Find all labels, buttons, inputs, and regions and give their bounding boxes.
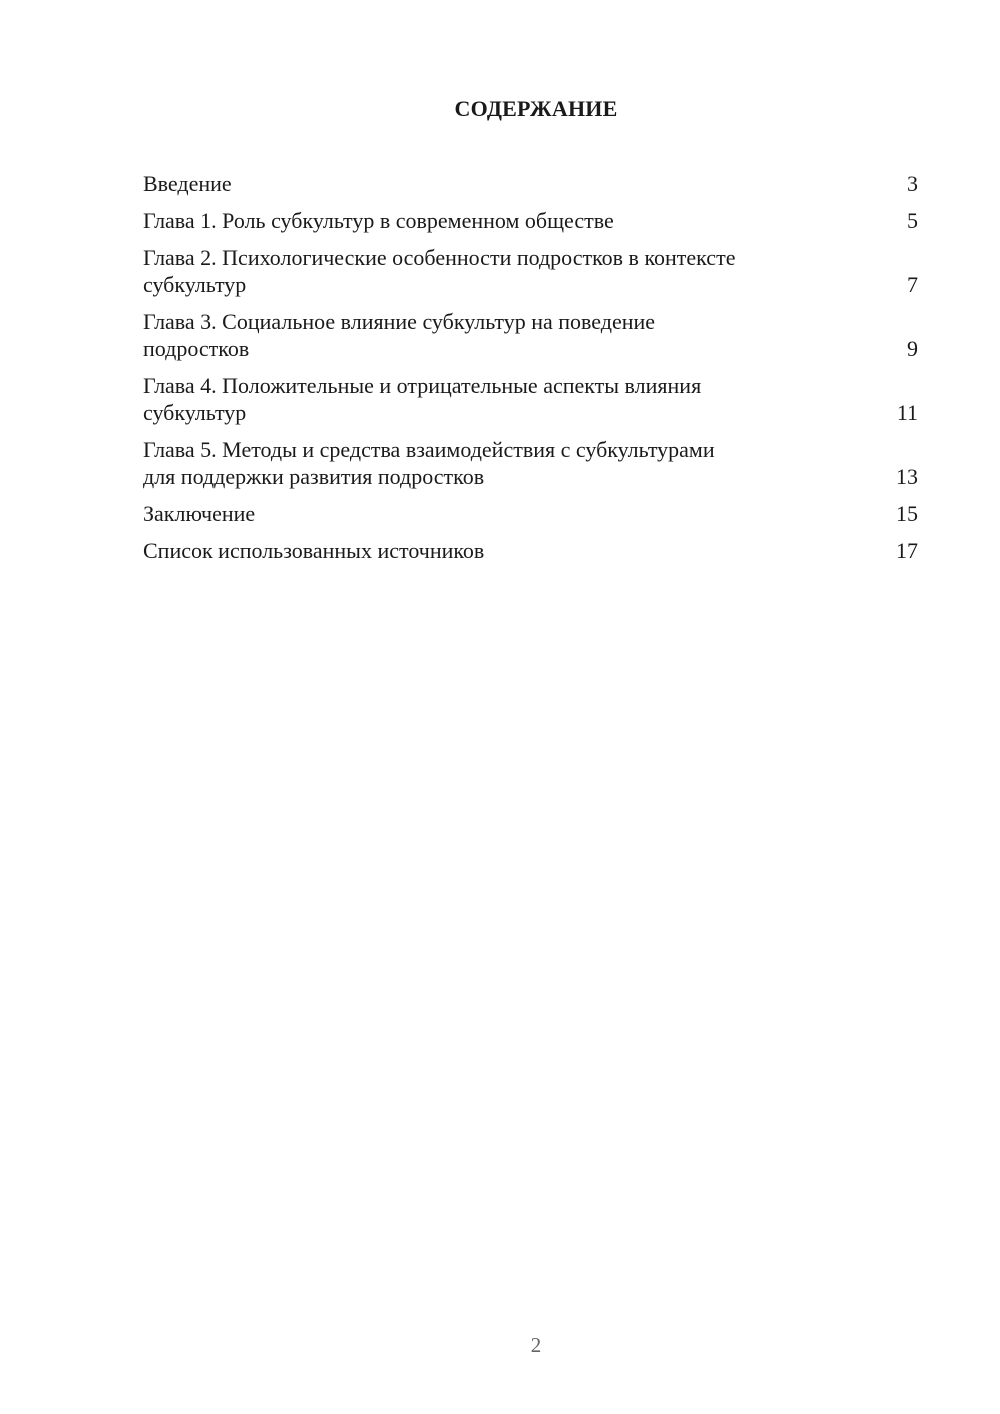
toc-entry <box>143 537 918 564</box>
toc-entry-page: 3 <box>907 171 918 196</box>
toc-entry <box>143 436 918 490</box>
toc-entry-label: Глава 3. Социальное влияние субкультур на поведение подростков <box>143 309 656 361</box>
toc-title: СОДЕРЖАНИЕ <box>454 96 618 121</box>
toc-entry-page: 15 <box>896 501 918 526</box>
page-number: 2 <box>530 1333 542 1357</box>
toc-entry <box>143 308 918 362</box>
toc-entry <box>143 207 918 234</box>
toc-entry-page: 9 <box>907 336 918 361</box>
toc-entry-label: Заключение <box>143 501 256 526</box>
toc-entry-label: Список использованных источников <box>143 538 485 563</box>
toc-entry-label: Глава 5. Методы и средства взаимодействия с субкультурами для поддержки развития подростков <box>143 437 715 489</box>
toc-entry <box>143 170 918 197</box>
toc-entry-label: Глава 4. Положительные и отрицательные аспекты влияния субкультур <box>143 373 702 425</box>
toc-entry-page: 13 <box>896 464 918 489</box>
toc-entry-page: 17 <box>896 538 918 563</box>
toc-entry-page: 7 <box>907 272 918 297</box>
toc-entry-page: 5 <box>907 208 918 233</box>
toc-entry <box>143 244 918 298</box>
toc-entry-page: 11 <box>896 400 918 425</box>
toc-entry <box>143 372 918 426</box>
table-of-contents <box>143 170 918 574</box>
toc-entry <box>143 500 918 527</box>
toc-entry-label: Глава 1. Роль субкультур в современном обществе <box>143 208 614 233</box>
toc-entry-label: Введение <box>143 171 232 196</box>
toc-entry-label: Глава 2. Психологические особенности подростков в контексте субкультур <box>143 245 736 297</box>
